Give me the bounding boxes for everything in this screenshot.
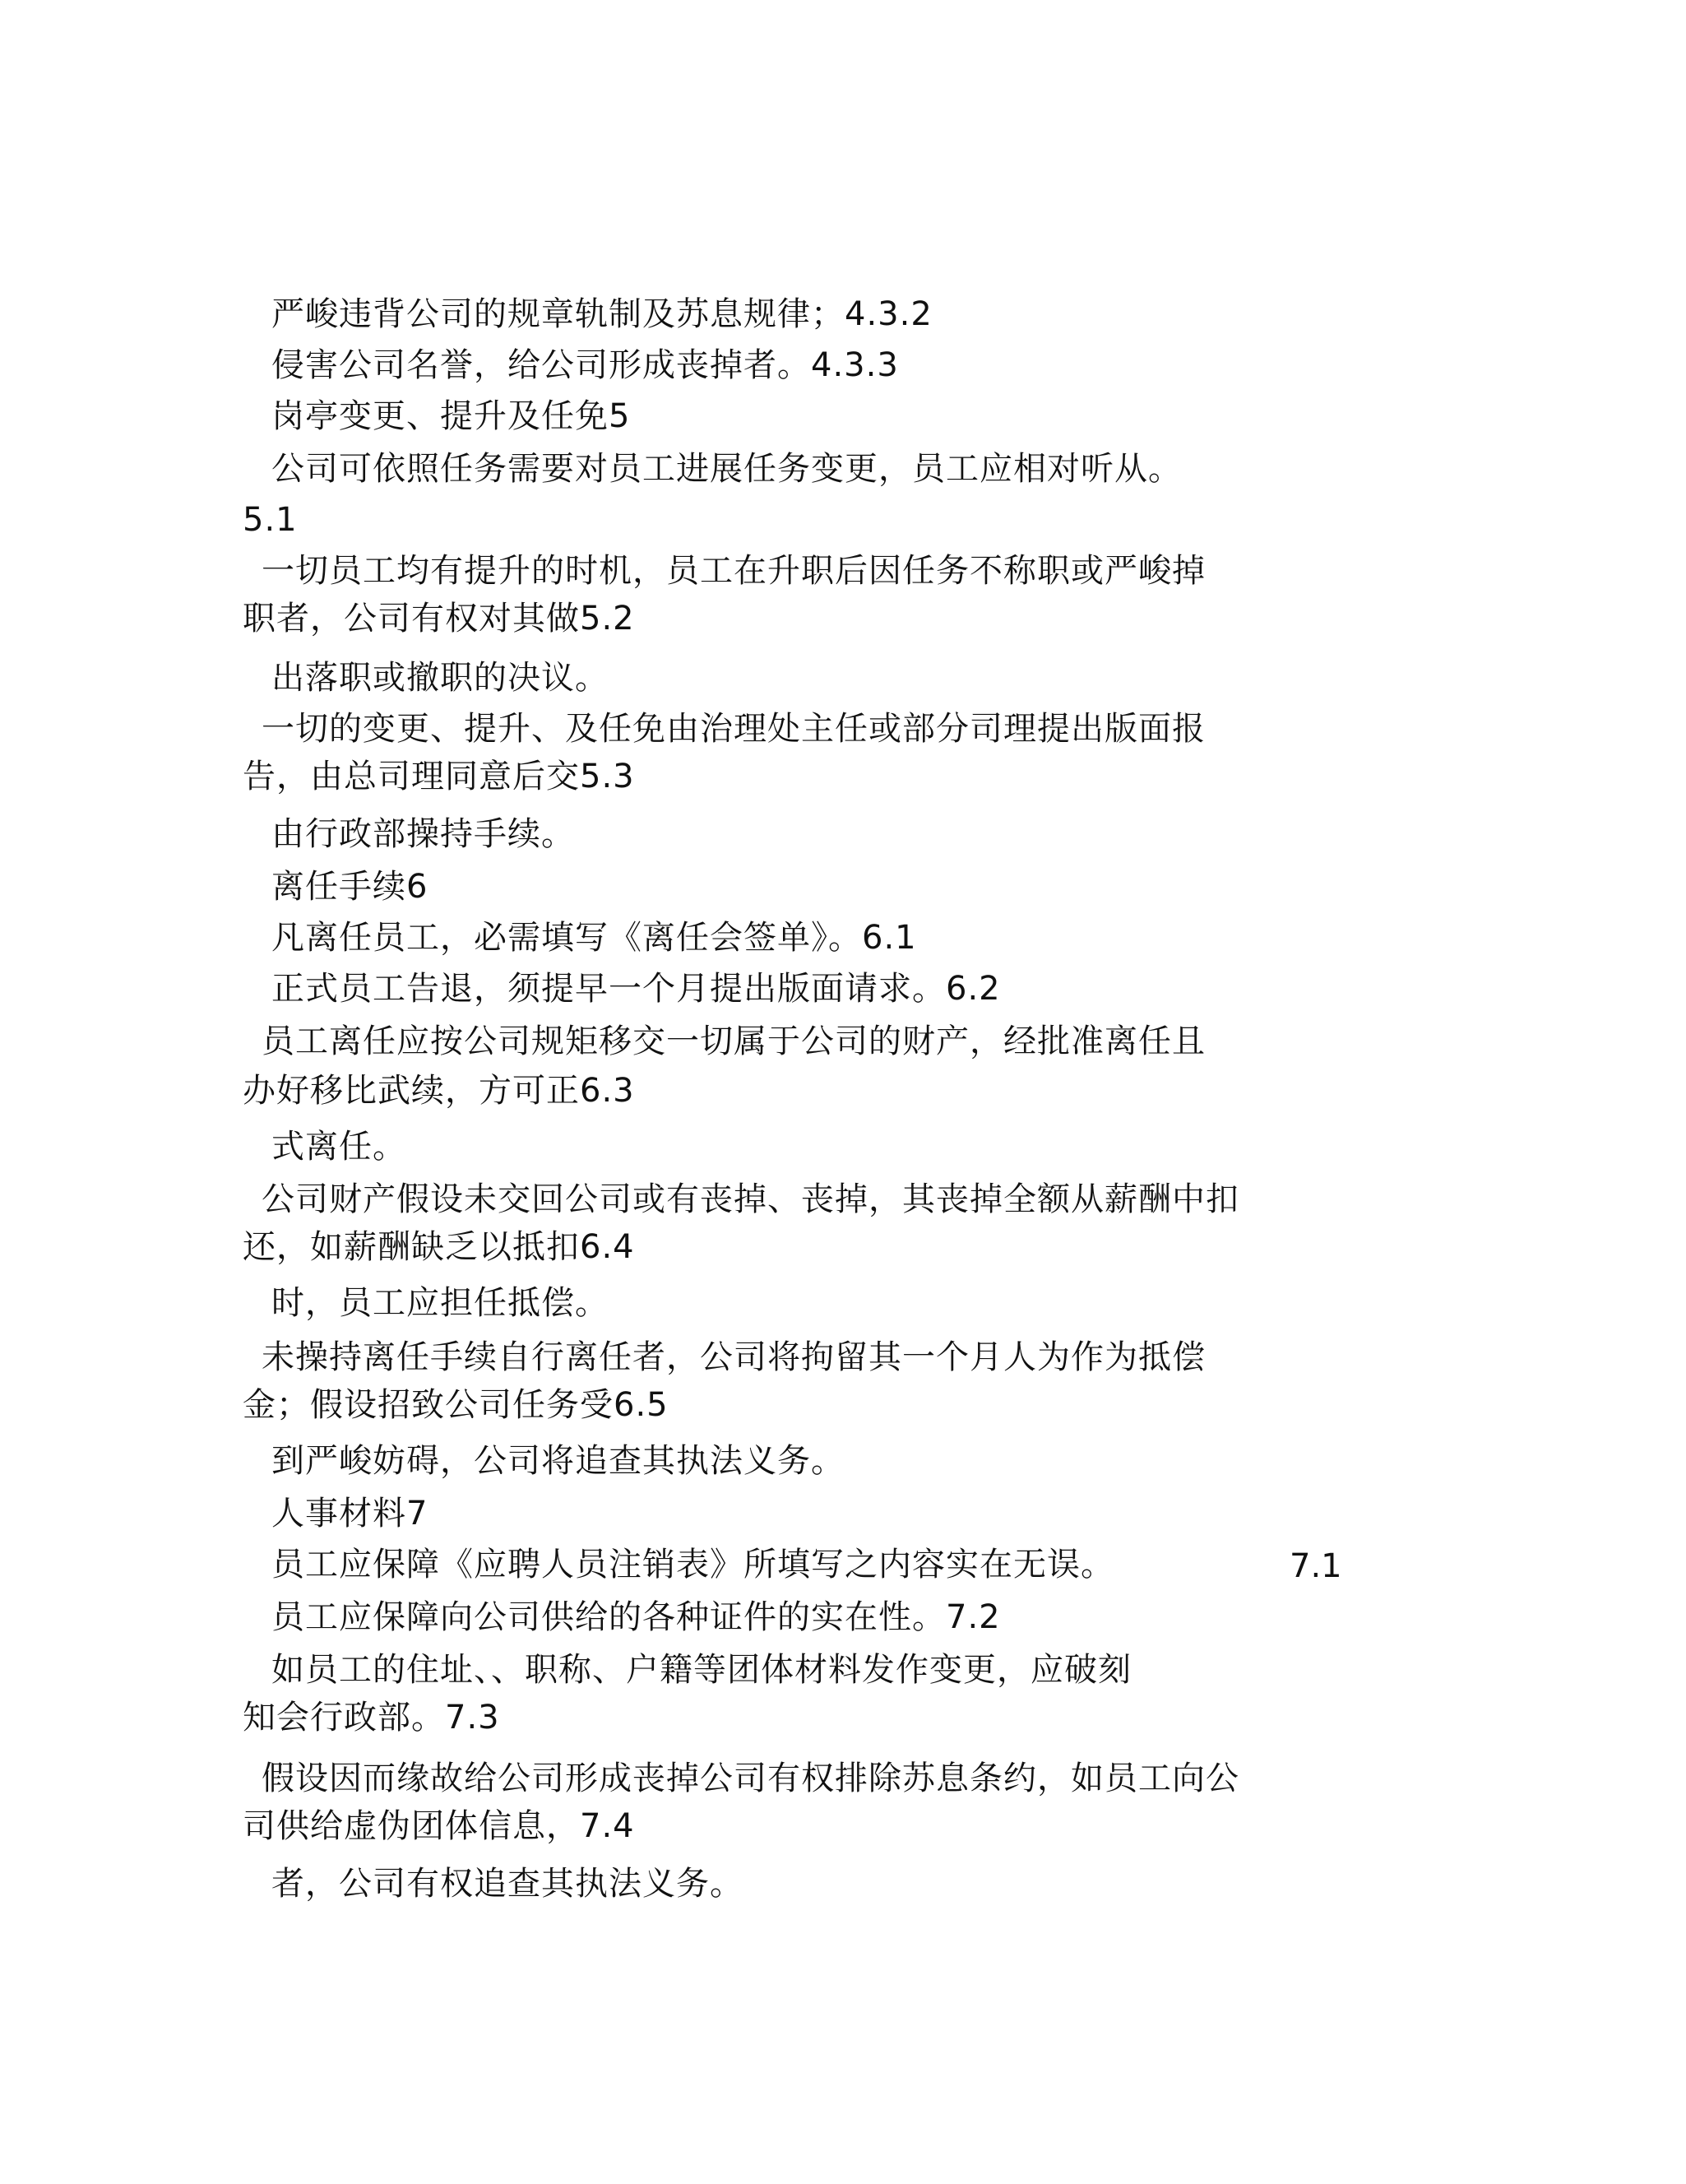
text-line: 凡离任员工，必需填写《离任会签单》。6.1 [271,919,917,957]
text-line: 人事材料7 [271,1495,428,1533]
text-line: 式离任。 [271,1128,406,1166]
text-line: 员工离任应按公司规矩移交一切属于公司的财产，经批准离任且 [262,1022,1206,1060]
text-line: 如员工的住址、、职称、户籍等团体材料发作变更，应破刻 [271,1651,1132,1689]
text-line: 岗亭变更、提升及任免5 [271,397,631,435]
text-line: 员工应保障向公司供给的各种证件的实在性。7.2 [271,1598,1001,1636]
text-line: 正式员工告退，须提早一个月提出版面请求。6.2 [271,970,1001,1008]
text-line: 知会行政部。7.3 [243,1699,500,1737]
text-line: 者，公司有权追查其执法义务。 [271,1865,743,1903]
text-line: 还，如薪酬缺乏以抵扣6.4 [243,1228,635,1266]
text-line: 时，员工应担任抵偿。 [271,1284,609,1322]
text-line: 一切员工均有提升的时机，员工在升职后因任务不称职或严峻掉 [262,552,1206,590]
text-line: 职者，公司有权对其做5.2 [243,600,635,638]
text-line: 严峻违背公司的规章轨制及苏息规律；4.3.2 [271,295,933,333]
text-line: 公司财产假设未交回公司或有丧掉、丧掉，其丧掉全额从薪酬中扣 [262,1180,1239,1218]
text-line: 到严峻妨碍，公司将追查其执法义务。 [271,1442,845,1480]
text-line: 由行政部操持手续。 [271,815,575,853]
text-line: 员工应保障《应聘人员注销表》所填写之内容实在无误。 [271,1546,1114,1584]
text-line: 公司可依照任务需要对员工进展任务变更，员工应相对听从。 [271,450,1182,488]
text-line: 出落职或撤职的决议。 [271,659,609,697]
text-line: 假设因而缘故给公司形成丧掉公司有权排除苏息条约，如员工向公 [262,1760,1239,1797]
text-line: 一切的变更、提升、及任免由治理处主任或部分司理提出版面报 [262,710,1206,748]
text-line: 侵害公司名誉，给公司形成丧掉者。4.3.3 [271,346,899,384]
section-number: 7.1 [1290,1547,1342,1585]
text-line: 5.1 [243,501,298,539]
text-line: 办好移比武续，方可正6.3 [243,1072,635,1110]
text-line: 离任手续6 [271,868,428,906]
text-line: 司供给虚伪团体信息，7.4 [243,1807,635,1845]
text-line: 金；假设招致公司任务受6.5 [243,1386,669,1424]
text-line: 告，由总司理同意后交5.3 [243,758,635,795]
text-line: 未操持离任手续自行离任者，公司将拘留其一个月人为作为抵偿 [262,1338,1206,1376]
